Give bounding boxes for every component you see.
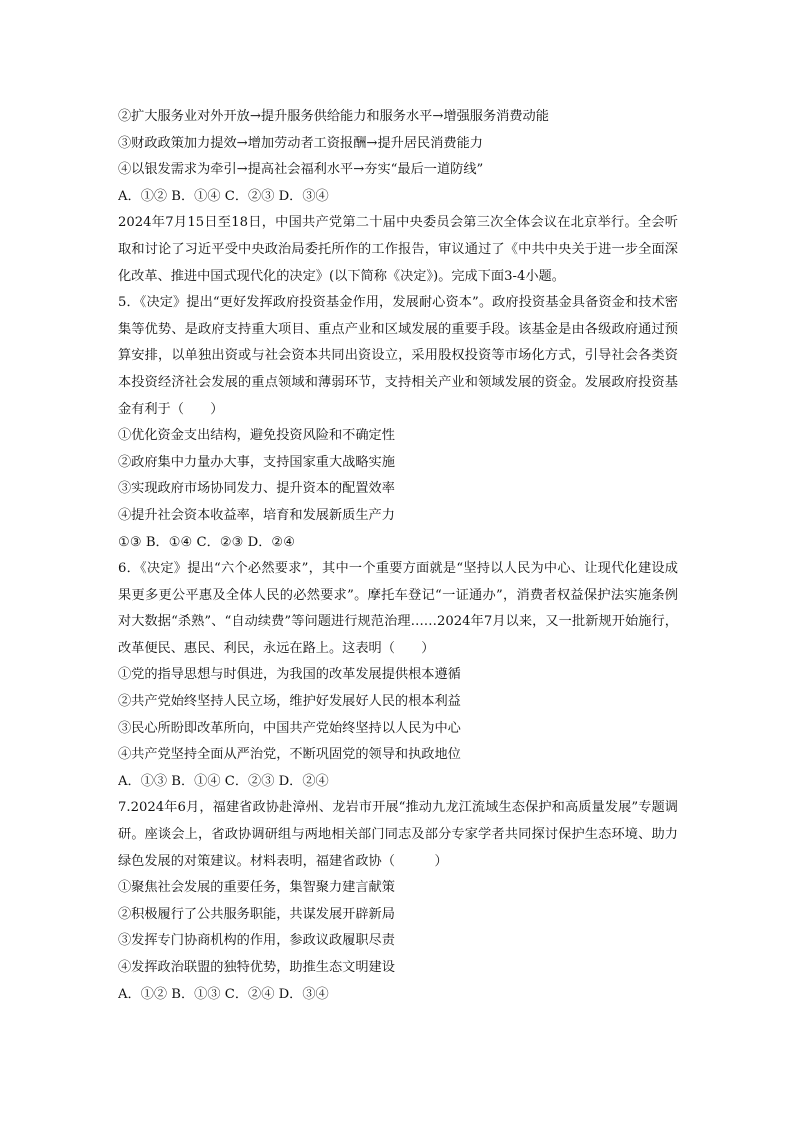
question-6-stem: 6．《决定》提出“六个必然要求”，其中一个重要方面就是“坚持以人民为中心、让现代化建设成果更多更公平惠及全体人民的必然要求”。摩托车登记“一证通办”，消费者权益保护法实施条例对大数据“杀熟”、“自动续费”等问题进行规范治理……2024年7月以来，又一批新规开始施行，改革便民、惠民、利民，永远在路上。这表明（ ） (118, 561, 678, 656)
question-7-answers: A．①② B．①③ C．②④ D．③④ (118, 986, 329, 1002)
question-7-option: ④发挥政治联盟的独特优势，助推生态文明建设 (118, 960, 395, 975)
passage-text: 2024年7月15日至18日，中国共产党第二十届中央委员会第三次全体会议在北京举行。全会听取和讨论了习近平受中央政治局委托所作的工作报告，审议通过了《中共中央关于进一步全面深化改革、推进中国式现代化的决定》(以下简称《决定》)。完成下面3-4小题。 (118, 215, 678, 284)
option-line: ③财政政策加力提效→增加劳动者工资报酬→提升居民消费能力 (118, 135, 483, 151)
question-6-answers: A．①③ B．①④ C．②③ D．②④ (118, 773, 329, 789)
question-6-option: ④共产党坚持全面从严治党，不断巩固党的领导和执政地位 (118, 747, 461, 763)
answer-choices: A．①② B．①④ C．②③ D．③④ (118, 188, 329, 204)
question-5-option: ③实现政府市场协同发力、提升资本的配置效率 (118, 481, 395, 497)
question-5-answers: ①③ B．①④ C．②③ D．②④ (118, 534, 296, 550)
question-7-option: ①聚焦社会发展的重要任务，集智聚力建言献策 (118, 880, 395, 896)
question-6-option: ②共产党始终坚持人民立场，维护好发展好人民的根本利益 (118, 694, 461, 710)
question-7-option: ②积极履行了公共服务职能，共谋发展开辟新局 (118, 906, 395, 922)
question-6-option: ③民心所盼即改革所向，中国共产党始终坚持以人民为中心 (118, 720, 461, 736)
question-6-option: ①党的指导思想与时俱进，为我国的改革发展提供根本遵循 (118, 667, 461, 683)
document-content (118, 104, 678, 1008)
question-5-option: ④提升社会资本收益率，培育和发展新质生产力 (118, 507, 395, 523)
question-5-stem: 5．《决定》提出“更好发挥政府投资基金作用，发展耐心资本”。政府投资基金具备资金和技术密集等优势、是政府支持重大项目、重点产业和区域发展的重要手段。该基金是由各级政府通过预算安排，以单独出资或与社会资本共同出资设立，采用股权投资等市场化方式，引导社会各类资本投资经济社会发展的重点领域和薄弱环节，支持相关产业和领域发展的资金。发展政府投资基金有利于（ ） (118, 295, 678, 417)
question-7-option: ③发挥专门协商机构的作用，参政议政履职尽责 (118, 933, 395, 949)
option-line: ②扩大服务业对外开放→提升服务供给能力和服务水平→增强服务消费动能 (118, 109, 549, 124)
question-7-stem: 7.2024年6月，福建省政协赴漳州、龙岩市开展“推动九龙江流域生态保护和高质量发展”专题调研。座谈会上，省政协调研组与两地相关部门同志及部分专家学者共同探讨保护生态环境、助力绿色发展的对策建议。材料表明，福建省政协（ ） (118, 800, 678, 869)
option-line: ④以银发需求为牵引→提高社会福利水平→夯实“最后一道防线” (118, 162, 484, 178)
question-5-option: ②政府集中力量办大事，支持国家重大战略实施 (118, 454, 395, 470)
question-5-option: ①优化资金支出结构，避免投资风险和不确定性 (118, 428, 395, 444)
